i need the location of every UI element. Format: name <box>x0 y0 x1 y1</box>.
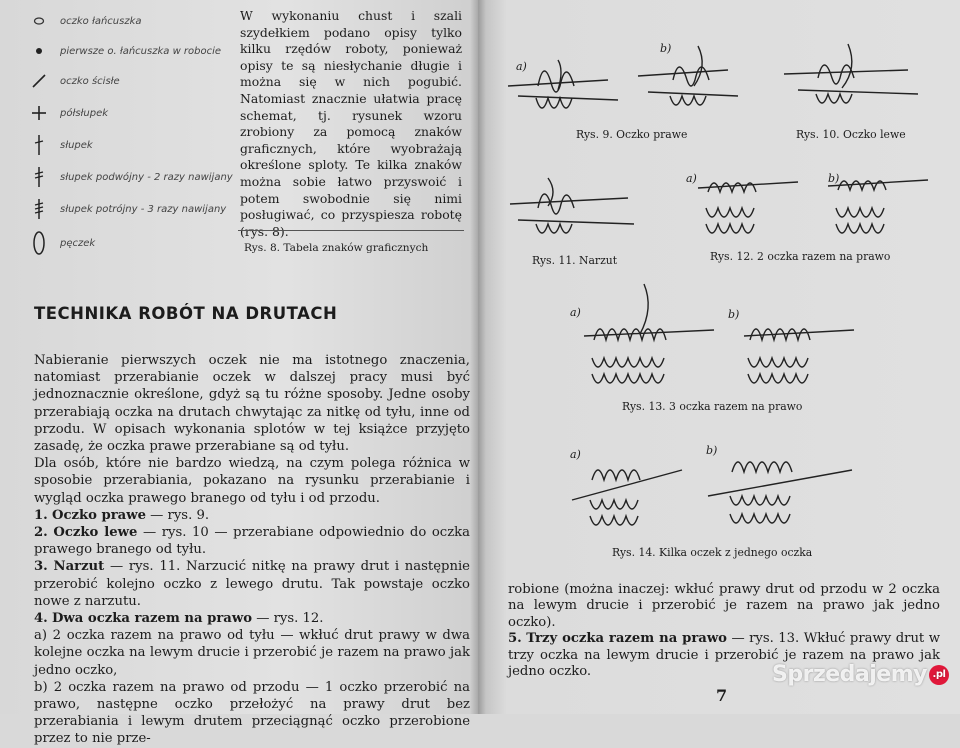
fig10-illustration <box>778 40 928 124</box>
post-icon <box>28 134 50 156</box>
fig12-caption: Rys. 12. 2 oczka razem na prawo <box>710 250 891 263</box>
left-body-text <box>34 352 470 748</box>
right-page <box>478 0 960 714</box>
left-page <box>0 0 478 747</box>
watermark-logo: Sprzedajemy .pl <box>772 662 949 687</box>
fig11-illustration <box>508 168 638 252</box>
intro-paragraph: W wykonaniu chust i szali szydełkiem podano opisy tylko kilku rzędów roboty, ponieważ opisy te są niesłychanie długie i można się w nich pogubić. Natomiast znacznie ułatwia pracę schemat, tj. rysunek wzoru zrobiony za pomocą znaków graficznych, które wyobrażają określone sploty. Te kilka znaków można sobie łatwo przyswoić i potem swobodnie się nimi posługiwać, co przyspiesza robotę (rys. 8). <box>240 8 462 239</box>
fig13-caption: Rys. 13. 3 oczka razem na prawo <box>622 400 803 413</box>
legend-row <box>28 102 108 124</box>
legend-label: oczko ścisłe <box>60 75 120 87</box>
fig14-caption: Rys. 14. Kilka oczek z jednego oczka <box>612 546 813 559</box>
filled-dot-icon <box>28 40 50 62</box>
legend-row <box>28 40 221 62</box>
triple-post-icon <box>28 198 50 220</box>
paragraph: a) 2 oczka razem na prawo od tyłu — wkłuć drut prawy w dwa kolejne oczka na lewym drucie i przerobić je razem na prawo jak jedno oczko, <box>34 628 470 678</box>
paragraph: Nabieranie pierwszych oczek nie ma istotnego znaczenia, natomiast przerabianie oczek w dalszej pracy musi być jednoznacznie określone, gdyż są tu różne sposoby. Jedne osoby przerabiają oczka na drutach chwytając za nitkę od tyłu, inne od przodu. W opisach wykonania splotów w tej książce przyjęto zasadę, że oczka prawe przerabiane są od tyłu. <box>34 353 470 455</box>
fig12-illustration: a) b) <box>678 168 938 252</box>
legend-row <box>28 166 233 188</box>
fig13-illustration: a) b) <box>564 278 864 402</box>
fig14-illustration: a) b) <box>562 440 862 544</box>
paragraph: robione (można inaczej: wkłuć prawy drut od przodu w 2 oczka na lewym drucie i przerobić je razem na prawo jak jedno oczko). <box>508 582 940 630</box>
list-item: 3. Narzut — rys. 11. Narzucić nitkę na prawy drut i następnie przerobić kolejno oczko z lewego drutu. Tak powstaje oczko nowe z narzutu. <box>34 559 470 609</box>
fig9-caption: Rys. 9. Oczko prawe <box>576 128 688 141</box>
legend-label: półsłupek <box>60 107 109 119</box>
oval-icon <box>28 232 50 254</box>
page-number: 7 <box>716 686 728 705</box>
fig11-caption: Rys. 11. Narzut <box>532 254 618 267</box>
legend-label: słupek <box>60 139 93 151</box>
section-title: TECHNIKA ROBÓT NA DRUTACH <box>34 304 338 323</box>
legend-label: oczko łańcuszka <box>60 15 142 27</box>
list-item: 1. Oczko prawe — rys. 9. <box>34 507 210 523</box>
list-item: 2. Oczko lewe — rys. 10 — przerabiane odpowiednio do oczka prawego branego od tyłu. <box>34 525 470 558</box>
divider <box>238 230 464 231</box>
legend-row <box>28 232 95 254</box>
legend-label: słupek potrójny - 3 razy nawijany <box>60 203 227 215</box>
fig8-caption: Rys. 8. Tabela znaków graficznych <box>244 242 429 254</box>
legend-label: pęczek <box>60 237 96 249</box>
legend-row <box>28 70 120 92</box>
legend-label: słupek podwójny - 2 razy nawijany <box>60 171 233 183</box>
fig9-illustration: a) b) <box>498 40 758 124</box>
paragraph: Dla osób, które nie bardzo wiedzą, na czym polega różnica w sposobie przerabiania, pokazano na rysunku przerabianie i wygląd oczka prawego branego od tyłu i od przodu. <box>34 456 470 506</box>
legend-label: pierwsze o. łańcuszka w robocie <box>60 45 222 57</box>
paragraph: b) 2 oczka razem na prawo od przodu — 1 oczko przerobić na prawo, następne oczko przełożyć na prawy drut bez przerabiania i lewym drutem przeciągnąć oczko przerobione przez to nie prze- <box>34 679 470 747</box>
open-dot-icon <box>28 10 50 32</box>
legend-row <box>28 10 142 32</box>
plus-icon <box>28 102 50 124</box>
list-item: 4. Dwa oczka razem na prawo — rys. 12. <box>34 611 324 627</box>
double-post-icon <box>28 166 50 188</box>
legend-row <box>28 134 93 156</box>
fig10-caption: Rys. 10. Oczko lewe <box>796 128 906 141</box>
book-gutter <box>470 0 486 714</box>
list-item: 5. Trzy oczka razem na prawo — rys. 13. Wkłuć prawy drut w trzy oczka na lewym drucie i przerobić je razem na prawo jak jedno oczko. <box>508 631 940 680</box>
legend-row <box>28 198 226 220</box>
slash-icon <box>28 70 50 92</box>
